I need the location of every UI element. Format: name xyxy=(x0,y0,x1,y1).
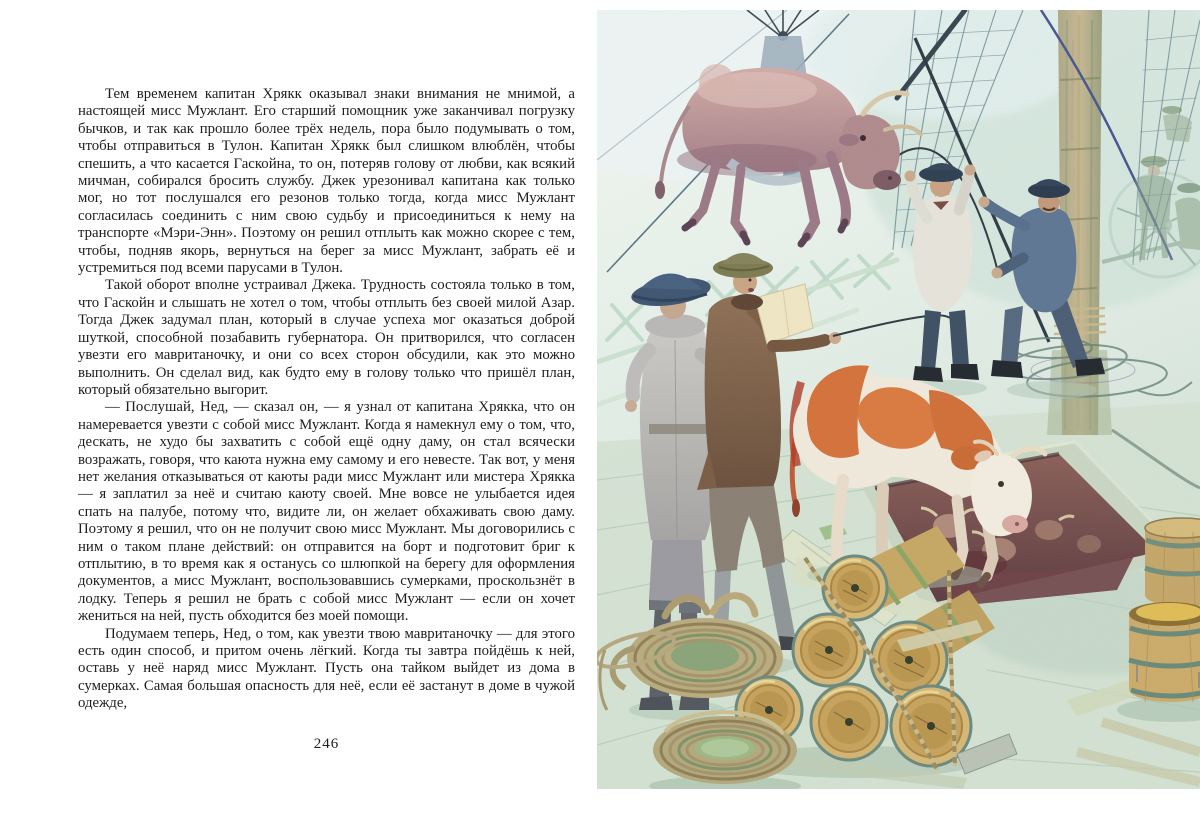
paragraph-3: — Послушай, Нед, — сказал он, — я узнал от капитана Хрякка, что он намеревается увезти с собой мисс Мужлант. Когда я намекнул ему о том, что, дескать, не худо бы захватить с собой ещё одну даму, он стал всячески возражать, говоря, что каюта нужна ему самому и его невесте. Так вот, у меня нет желания отказываться от каюты ради мисс Мужлант или мистера Хрякка — я заплатил за неё и считаю каюту своей. Мне вовсе не улыбается идея спать на палубе, потому что, видите ли, он желает обхаживать свою даму. Поэтому я решил, что он не получит свою мисс Мужлант. Мы договорились с ним о таком плане действий: он отправится на борт и подготовит бриг к отплытию, в то время как я останусь со шлюпкой на берегу для оформления документов, а мисс Мужлант, воспользовавшись сумерками, проскользнёт в лодку. Теперь я решил не брать с собой мисс Мужлант — если он хочет жениться на ней, пусть обходится без моей помощи. xyxy=(78,399,575,625)
paper-texture xyxy=(597,10,1200,789)
text-block xyxy=(78,86,575,713)
right-page-illustration xyxy=(597,10,1200,789)
paragraph-4: Подумаем теперь, Нед, о том, как увезти твою мавританочку — для этого есть один способ, и притом очень лёгкий. Когда ты завтра пойдёшь к ней, оставь у неё наряд мисс Мужлант. Пусть она тайком выйдет из дома в сумерках. Самая большая опасность для неё, если её застанут в доме в чужой одежде, xyxy=(78,625,575,712)
page-number: 246 xyxy=(313,736,340,752)
paragraph-2: Такой оборот вполне устраивал Джека. Трудность состояла только в том, что Гаскойн и слышать не хотел о том, чтобы отплыть без своей милой Азар. Тогда Джек задумал план, который в случае успеха мог оказаться доброй шуткой, способной позабавить губернатора. Он притворился, что согласен увезти его мавританочку, и они со всех сторон обсудили, как это можно выполнить. Он сделал вид, как будто ему в голову только что пришёл план, который обязательно выгорит. xyxy=(78,277,575,398)
ship-deck-loading-cattle-illustration xyxy=(597,10,1200,789)
paragraph-1: Тем временем капитан Хрякк оказывал знаки внимания не мнимой, а настоящей мисс Мужлант. Его старший помощник уже заканчивал погрузку бычков, и так как прошло более трёх недель, пора было подумывать о том, чтобы отправиться в Тулон. Капитан Хрякк был слишком влюблён, чтобы спешить, а что касается Гаскойна, то он, потеряв голову от любви, как всякий мичман, собирался бросить службу. Джек урезонивал капитана как только мог, но тот послушался его резонов только тогда, когда мисс Мужлант согласилась соединить с ним свою судьбу и присоединиться к нему на транспорте «Мэри-Энн». Поэтому он решил отплыть как можно скорее с тем, чтобы, подняв якорь, вернуться на берег за мисс Мужлант, забрать её и устремиться под всеми парусами в Тулон. xyxy=(78,86,575,277)
